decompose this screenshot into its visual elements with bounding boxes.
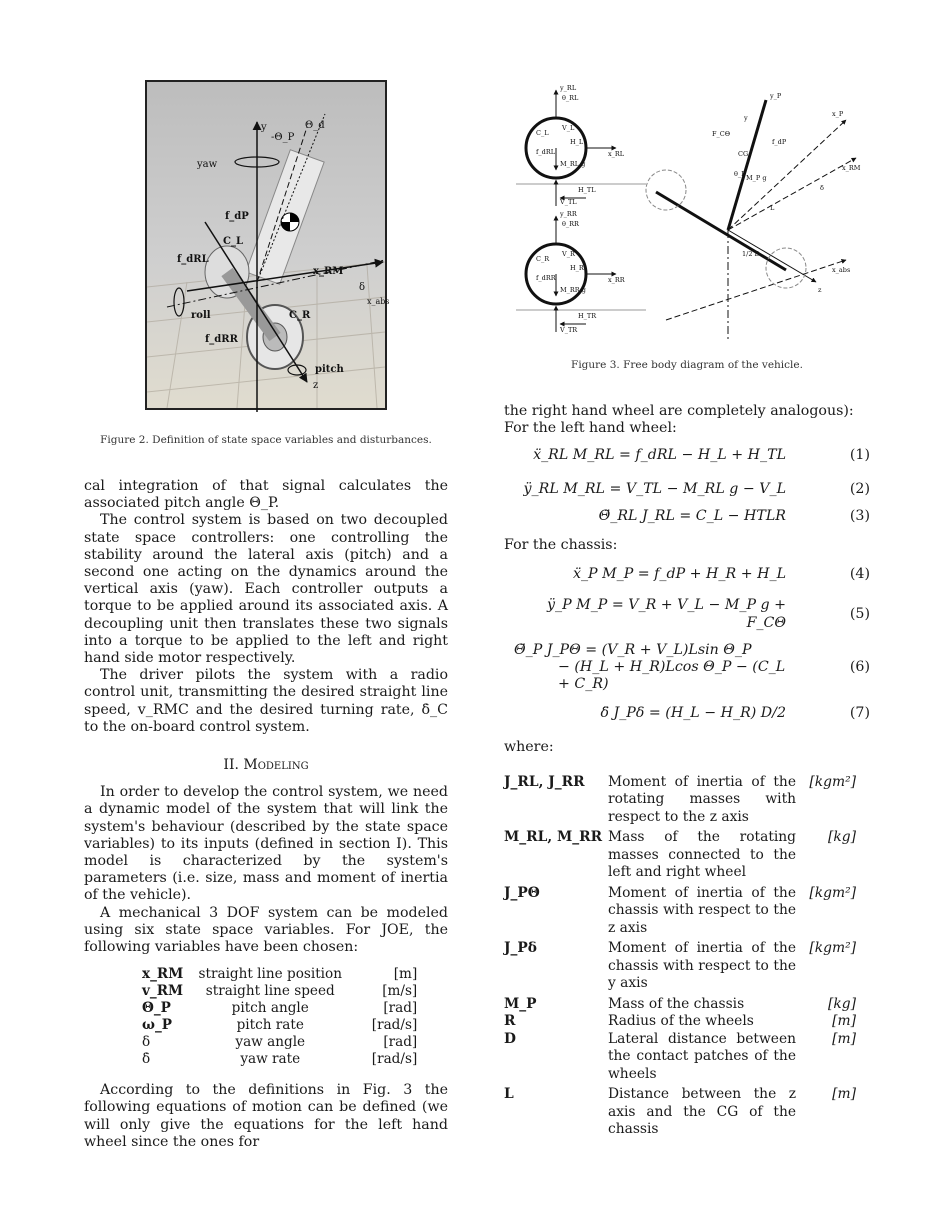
fig2-label-fdRR: f_dRR bbox=[205, 334, 238, 345]
fig3-label-yRR: y_RR bbox=[560, 210, 577, 218]
fig3-label-thetaP: θ_P bbox=[734, 170, 746, 178]
fig3-label-FCtheta: F_CΘ bbox=[712, 130, 731, 138]
var-unit: [m] bbox=[393, 966, 418, 983]
fig3-label-HTR: H_TR bbox=[578, 312, 597, 320]
var-description: straight line speed bbox=[205, 983, 335, 1000]
right-paragraph-2: For the left hand wheel: bbox=[504, 420, 677, 437]
var-description: yaw angle bbox=[235, 1034, 306, 1051]
equation-2: ÿ_RL M_RL = V_TL − M_RL g − V_L (2) bbox=[523, 480, 870, 497]
var-symbol: δ̇ bbox=[142, 1051, 151, 1068]
table-row bbox=[136, 1017, 423, 1034]
var-unit: [rad] bbox=[383, 1000, 418, 1017]
var-unit: [rad/s] bbox=[371, 1051, 418, 1068]
right-paragraph-3: For the chassis: bbox=[504, 537, 618, 554]
fig3-label-CL: C_L bbox=[536, 129, 549, 137]
fig2-label-y: y bbox=[261, 122, 267, 133]
fig2-label-xRM: x_RM bbox=[313, 266, 344, 277]
fig2-label-CL: C_L bbox=[223, 236, 243, 247]
fig3-label-yRL: y_RL bbox=[560, 84, 577, 92]
var-description: straight line position bbox=[198, 966, 342, 983]
left-paragraph-6: According to the definitions in Fig. 3 the following equations of motion can be defined (we will only give the equations for the left hand wheel since the ones for bbox=[84, 1082, 448, 1150]
fig2-label-delta: δ bbox=[359, 282, 366, 293]
left-paragraph-1: cal integration of that signal calculates the associated pitch angle Θ_P. bbox=[84, 478, 448, 512]
figure-2-photo bbox=[145, 80, 390, 410]
var-description: pitch rate bbox=[236, 1017, 304, 1034]
var-unit: [rad] bbox=[383, 1034, 418, 1051]
fig3-label-fdRL: f_dRL bbox=[536, 148, 556, 156]
fig3-label-MRLg: M_RL g bbox=[560, 160, 586, 168]
fig3-label-VTL: V_TL bbox=[560, 198, 577, 206]
fig3-label-L: L bbox=[770, 204, 775, 212]
fig3-label-MRRg: M_RR g bbox=[560, 286, 586, 294]
var-description: yaw rate bbox=[240, 1051, 301, 1068]
table-row: J_Pδ Moment of inertia of the chassis with respect to the y axis [kgm²] bbox=[504, 940, 856, 992]
fig3-label-fdRR: f_dRR bbox=[536, 274, 556, 282]
section-heading-modeling: II. Modeling bbox=[223, 757, 309, 774]
table-row bbox=[136, 983, 423, 1000]
fig3-label-xabs: x_abs bbox=[832, 266, 851, 274]
equation-1: ẍ_RL M_RL = f_dRL − H_L + H_TL (1) bbox=[533, 447, 870, 464]
fig3-label-VTR: V_TR bbox=[560, 326, 578, 334]
fig3-label-VR: V_R bbox=[562, 250, 575, 258]
fig2-label-thetad: Θ_d bbox=[305, 120, 325, 131]
fig3-label-HL: H_L bbox=[570, 138, 584, 146]
fig3-label-halfD: 1/2 D bbox=[742, 250, 760, 258]
equation-5: ÿ_P M_P = V_R + V_L − M_P g + F_CΘ (5) bbox=[547, 597, 870, 631]
table-row: R Radius of the wheels [m] bbox=[504, 1013, 856, 1030]
fig3-label-z: z bbox=[818, 286, 822, 294]
table-row: D Lateral distance between the contact patches of the wheels [m] bbox=[504, 1030, 856, 1082]
fig2-label-thetaP: -Θ_P bbox=[271, 132, 295, 143]
var-unit: [rad/s] bbox=[371, 1017, 418, 1034]
figure-3-caption: Figure 3. Free body diagram of the vehicle. bbox=[571, 359, 803, 371]
fig2-label-xabs: x_abs bbox=[367, 297, 390, 306]
fig3-label-yP: y_P bbox=[770, 92, 782, 100]
table-row bbox=[136, 966, 423, 983]
table-row bbox=[136, 1051, 423, 1068]
table-row bbox=[136, 1000, 423, 1017]
table-row: J_PΘ Moment of inertia of the chassis with respect to the z axis [kgm²] bbox=[504, 884, 856, 936]
figure-2-caption: Figure 2. Definition of state space variables and disturbances. bbox=[100, 434, 432, 446]
var-description: pitch angle bbox=[231, 1000, 309, 1017]
right-paragraph-1: the right hand wheel are completely analogous): bbox=[504, 403, 854, 419]
parameters-table bbox=[504, 774, 856, 1139]
fig3-label-xRL: x_RL bbox=[608, 150, 625, 158]
fig2-label-z: z bbox=[313, 380, 319, 391]
fig3-label-thetaRL: θ_RL bbox=[562, 94, 579, 102]
fig3-label-delta: δ bbox=[820, 184, 824, 192]
fig3-label-fdP: f_dP bbox=[772, 138, 787, 146]
fig2-label-fdRL: f_dRL bbox=[177, 254, 209, 265]
table-row: J_RL, J_RR Moment of inertia of the rotating masses with respect to the z axis [kgm²] bbox=[504, 773, 856, 825]
var-symbol: Θ_P bbox=[142, 1000, 171, 1017]
fig3-label-y: y bbox=[744, 114, 748, 122]
var-symbol: δ bbox=[142, 1034, 151, 1051]
fig3-label-thetaRR: θ_RR bbox=[562, 220, 579, 228]
left-paragraph-5: A mechanical 3 DOF system can be modeled using six state space variables. For JOE, the following variables have been chosen: bbox=[84, 904, 448, 956]
state-variables-table bbox=[136, 966, 423, 1068]
fig2-label-roll: roll bbox=[191, 310, 211, 321]
fig3-label-CG: CG bbox=[738, 150, 749, 158]
equation-6: Θ̈_P J_PΘ = (V_R + V_L)Lsin Θ_P − (H_L + H_R)Lcos Θ_P − (C_L + C_R) (6) bbox=[514, 641, 870, 693]
table-row: M_RL, M_RR Mass of the rotating masses connected to the left and right wheel [kg] bbox=[504, 829, 856, 881]
fig3-label-MPg: M_P g bbox=[746, 174, 767, 182]
fig2-label-pitch: pitch bbox=[315, 364, 344, 375]
fig3-label-xP: x_P bbox=[832, 110, 844, 118]
fig3-label-HR: H_R bbox=[570, 264, 584, 272]
table-row: M_P Mass of the chassis [kg] bbox=[504, 995, 856, 1012]
var-unit: [m/s] bbox=[382, 983, 418, 1000]
equation-3: Θ̈_RL J_RL = C_L − HTLR (3) bbox=[598, 507, 870, 524]
var-symbol: x_RM bbox=[142, 966, 184, 983]
table-row: L Distance between the z axis and the CG of the chassis [m] bbox=[504, 1086, 856, 1138]
figure-3-diagram bbox=[516, 80, 866, 350]
right-paragraph-4: where: bbox=[504, 738, 554, 755]
fig3-label-xRM: x_RM bbox=[842, 164, 861, 172]
left-paragraph-3: The driver pilots the system with a radio control unit, transmitting the desired straight line speed, v_RMC and the desired turning rate, δ̇_C to the on-board control system. bbox=[84, 667, 448, 735]
var-symbol: v_RM bbox=[142, 983, 184, 1000]
fig3-label-xRR: x_RR bbox=[608, 276, 625, 284]
left-paragraph-2: The control system is based on two decoupled state space controllers: one controlling the stability around the lateral axis (pitch) and a second one acting on the dynamics around the vertical axis (yaw). Each controller outputs a torque to be applied around its associated axis. A decoupling unit then translates these two signals into a torque to be applied to the left and right hand side motor respectively. bbox=[84, 512, 448, 667]
fig3-label-HTL: H_TL bbox=[578, 186, 596, 194]
left-paragraph-4: In order to develop the control system, we need a dynamic model of the system that will link the system's behaviour (described by the state space variables) to its inputs (defined in section I). This model is characterized by the system's parameters (i.e. size, mass and moment of inertia of the vehicle). bbox=[84, 784, 448, 904]
fig2-label-yaw: yaw bbox=[197, 159, 218, 170]
fig2-label-CR: C_R bbox=[289, 310, 311, 321]
equation-7: δ̈ J_Pδ = (H_L − H_R) D/2 (7) bbox=[600, 705, 870, 722]
fig3-label-VL: V_L bbox=[562, 124, 575, 132]
var-symbol: ω_P bbox=[142, 1017, 172, 1034]
fig3-label-CR: C_R bbox=[536, 255, 550, 263]
table-row bbox=[136, 1034, 423, 1051]
fig2-label-fdP: f_dP bbox=[225, 211, 249, 222]
equation-4: ẍ_P M_P = f_dP + H_R + H_L (4) bbox=[572, 566, 870, 583]
